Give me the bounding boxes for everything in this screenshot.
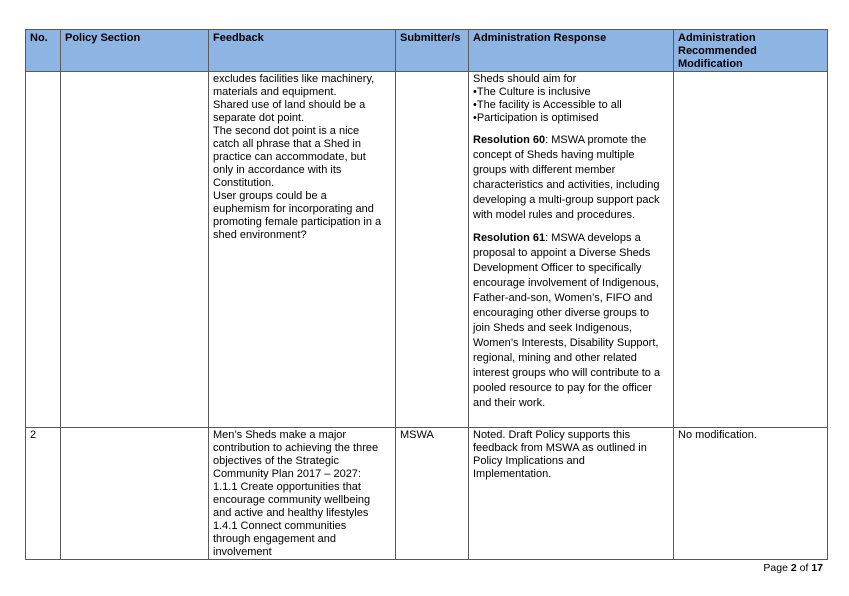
table-header-row [26, 30, 828, 72]
row1-modification [674, 72, 828, 428]
header-admin-mod-line: Administration [678, 32, 756, 44]
row2-modification: No modification. [674, 428, 828, 560]
header-feedback: Feedback [209, 30, 396, 72]
feedback-line: shed environment? [213, 229, 307, 241]
resolution-60-label: Resolution 60 [473, 134, 546, 146]
feedback-line: User groups could be a [213, 190, 327, 202]
feedback-table [25, 29, 828, 560]
feedback-line: The second dot point is a nice [213, 125, 360, 137]
response-line: Implementation. [473, 468, 552, 480]
page-word: Page [763, 562, 791, 574]
response-line: Noted. Draft Policy supports this [473, 429, 631, 441]
header-admin-mod-line: Recommended [678, 45, 757, 57]
response-bullet: •The Culture is inclusive [473, 86, 591, 98]
row2-policy-section [61, 428, 209, 560]
resolution-61-text: : MSWA develops a proposal to appoint a Diverse Sheds Development Officer to specifically encourage involvement of Indigenous, Father-and-son, Women’s, FIFO and encouraging other diverse groups to join Sheds and seek Indigenous, Women’s Interests, Disability Support, regional, mining and other related interest groups who will contribute to a pooled resource to pay for the officer and their work. [473, 232, 661, 409]
feedback-line: only in accordance with its [213, 164, 342, 176]
feedback-line: objectives of the Strategic [213, 455, 339, 467]
feedback-line: euphemism for incorporating and [213, 203, 374, 215]
page-number [763, 562, 823, 574]
row2-no: 2 [26, 428, 61, 560]
feedback-line: contribution to achieving the three [213, 442, 379, 454]
feedback-line: 1.1.1 Create opportunities that [213, 481, 361, 493]
response-line: feedback from MSWA as outlined in [473, 442, 647, 454]
resolution-61 [473, 231, 669, 411]
feedback-line: Men’s Sheds make a major [213, 429, 347, 441]
resolution-61-label: Resolution 61 [473, 232, 546, 244]
header-submitters: Submitter/s [396, 30, 469, 72]
header-admin-response: Administration Response [469, 30, 674, 72]
feedback-line: Community Plan 2017 – 2027: [213, 468, 361, 480]
row1-admin-response [469, 72, 674, 428]
of-word: of [796, 562, 812, 574]
header-policy-section: Policy Section [61, 30, 209, 72]
row1-feedback [209, 72, 396, 428]
response-bullet: •The facility is Accessible to all [473, 99, 622, 111]
header-admin-modification [674, 30, 828, 72]
row1-policy-section [61, 72, 209, 428]
feedback-line: through engagement and [213, 533, 336, 545]
resolution-60-text: : MSWA promote the concept of Sheds having multiple groups with different member characteristics and activities, including developing a multi-group support pack with model rules and procedures. [473, 134, 660, 221]
feedback-line: separate dot point. [213, 112, 305, 124]
resolution-60 [473, 133, 669, 223]
response-bullet: •Participation is optimised [473, 112, 599, 124]
header-no: No. [26, 30, 61, 72]
feedback-line: Constitution. [213, 177, 275, 189]
feedback-line: promoting female participation in a [213, 216, 382, 228]
row1-no [26, 72, 61, 428]
response-line: Policy Implications and [473, 455, 585, 467]
feedback-line: catch all phrase that a Shed in [213, 138, 361, 150]
feedback-line: involvement [213, 546, 272, 558]
feedback-line: excludes facilities like machinery, [213, 73, 375, 85]
current-page: 2 [790, 562, 797, 574]
feedback-line: Shared use of land should be a [213, 99, 366, 111]
total-pages: 17 [811, 562, 823, 574]
row2-admin-response [469, 428, 674, 560]
response-intro: Sheds should aim for [473, 73, 577, 85]
feedback-line: 1.4.1 Connect communities [213, 520, 347, 532]
row2-submitters: MSWA [396, 428, 469, 560]
feedback-line: encourage community wellbeing [213, 494, 371, 506]
header-admin-mod-line: Modification [678, 58, 743, 70]
table-row [26, 72, 828, 428]
row1-submitters [396, 72, 469, 428]
feedback-line: and active and healthy lifestyles [213, 507, 369, 519]
table-row [26, 428, 828, 560]
row2-feedback [209, 428, 396, 560]
feedback-line: materials and equipment. [213, 86, 337, 98]
feedback-line: practice can accommodate, but [213, 151, 366, 163]
